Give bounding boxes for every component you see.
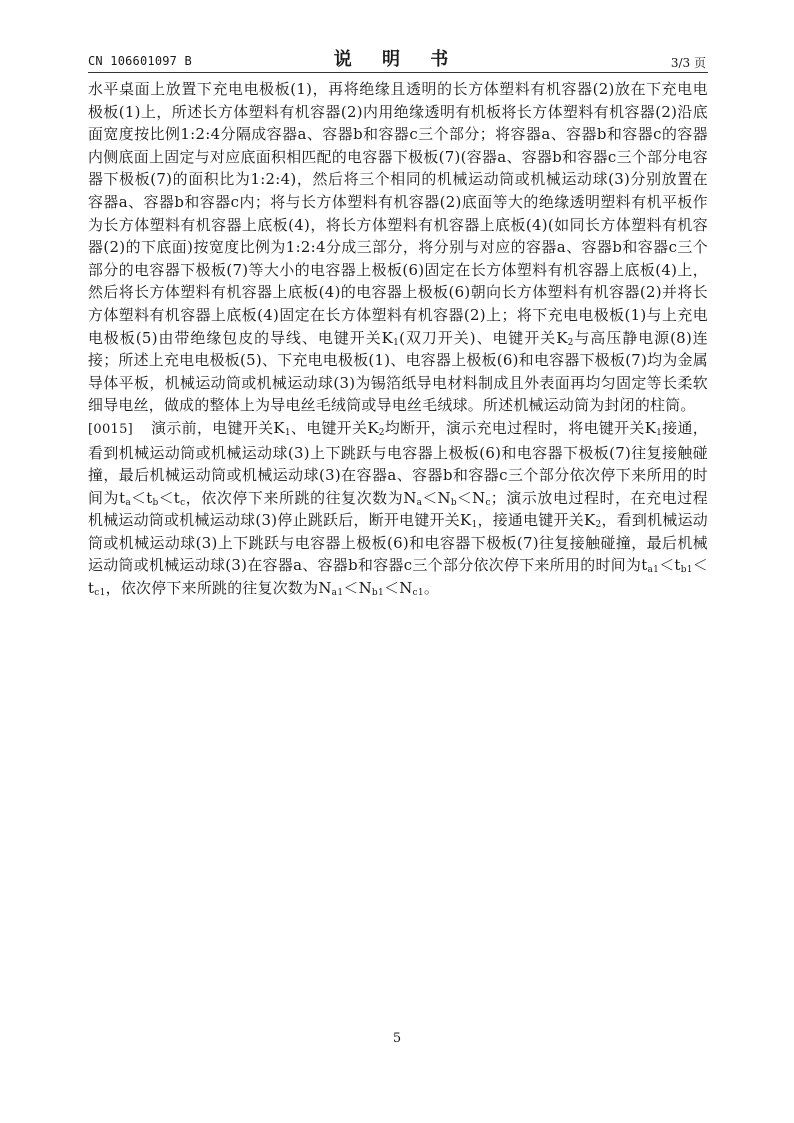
subscript: 2 [378,427,385,438]
subscript: b1 [680,565,693,576]
subscript: c1 [412,588,424,599]
paragraph [88,78,708,417]
patent-number: CN 106601097 B [88,54,192,68]
document-body [88,78,708,600]
subscript: a [416,497,423,508]
subscript: 2 [567,337,574,348]
subscript: c [485,497,491,508]
text-run: 接通，看到机械运动筒或机械运动球(3)上下跳跃与电容器上极板(6)和电容器下极板(7)往复接触碰撞，最后机械运动筒或机械运动球(3)在容器a、容器b和容器c三个部分依次停下来所用的时间为t [88,418,709,507]
subscript: c1 [94,588,106,599]
text-run: 演示前，电键开关K [151,418,285,437]
paragraph-number: [0015] [88,421,134,437]
subscript: a [125,497,132,508]
subscript: a1 [331,588,344,599]
text-run: ＜N [422,488,451,507]
text-run: ＜t [88,556,708,598]
text-run: 、电键开关K [290,418,379,437]
text-run: 均断开，演示充电过程时，将电键开关K [384,418,657,437]
text-run: 水平桌面上放置下充电电极板(1)，再将绝缘且透明的长方体塑料有机容器(2)放在下充电电极板(1)上，所述长方体塑料有机容器(2)内用绝缘透明有机板将长方体塑料有机容器(2)沿底面宽度按比例1:2:4分隔成容器a、容器b和容器c三个部分；将容器a、容器b和容器c的容器内侧底面上固定与对应底面积相匹配的电容器下极板(7)(容器a、容器b和容器c三个部分电容器下极板(7)的面积比为1:2:4)，然后将三个相同的机械运动筒或机械运动球(3)分别放置在容器a、容器b和容器c内；将与长方体塑料有机容器(2)底面等大的绝缘透明塑料有机平板作为长方体塑料有机容器上底板(4)，将长方体塑料有机容器上底板(4)(如同长方体塑料有机容器(2)的下底面)按宽度比例为1:2:4分成三部分，将分别与对应的容器a、容器b和容器c三个部分的电容器下极板(7)等大小的电容器上极板(6)固定在长方体塑料有机容器上底板(4)上，然后将长方体塑料有机容器上底板(4)的电容器上极板(6)朝向长方体塑料有机容器(2)并将长方体塑料有机容器上底板(4)固定在长方体塑料有机容器(2)上；将下充电电极板(1)与上充电电极板(5)由带绝缘包皮的导线、电键开关K [88,80,708,347]
text-run: ；演示放电过程时，在充电过程机械运动筒或机械运动球(3)停止跳跃后，断开电键开关K [88,488,709,530]
document-title: 说 明 书 [333,49,461,70]
text-run: ，依次停下来所跳的往复次数为N [185,488,417,507]
subscript: b [450,497,457,508]
text-run: ，依次停下来所跳的往复次数为N [105,579,332,598]
page-number: 5 [392,1031,402,1046]
subscript: 1 [393,337,400,348]
text-run: 与高压静电源(8)连接；所述上充电电极板(5)、下充电电极板(1)、电容器上极板(6)和电容器下极板(7)均为金属导体平板，机械运动筒或机械运动球(3)为锡箔纸导电材料制成且外表面再均匀固定等长柔软细导电丝，做成的整体上为导电丝毛绒筒或导电丝毛绒球。所述机械运动筒为封闭的柱筒。 [88,328,708,415]
text-run: ，看到机械运动筒或机械运动球(3)上下跳跃与电容器上极板(6)和电容器下极板(7)往复接触碰撞，最后机械运动筒或机械运动球(3)在容器a、容器b和容器c三个部分依次停下来所用的时间为t [88,511,708,575]
subscript: a1 [647,565,660,576]
subscript: 1 [656,427,663,438]
text-run: ＜t [659,556,681,575]
subscript: 2 [595,520,602,531]
subscript: c [180,497,186,508]
text-run: ＜N [343,579,372,598]
text-run: (双刀开关)、电键开关K [399,328,568,347]
text-run: ，接通电键开关K [477,511,596,530]
page-info: 3/3 页 [670,56,706,70]
header-divider [88,72,708,73]
text-run: 。 [423,579,440,598]
text-run: ＜N [384,579,413,598]
text-run: ＜t [158,488,181,507]
paragraph [88,417,708,600]
text-run: ＜t [131,488,153,507]
subscript: 1 [471,520,478,531]
subscript: b [152,497,159,508]
subscript: b1 [371,588,384,599]
subscript: 1 [284,427,291,438]
text-run: ＜N [456,488,486,507]
